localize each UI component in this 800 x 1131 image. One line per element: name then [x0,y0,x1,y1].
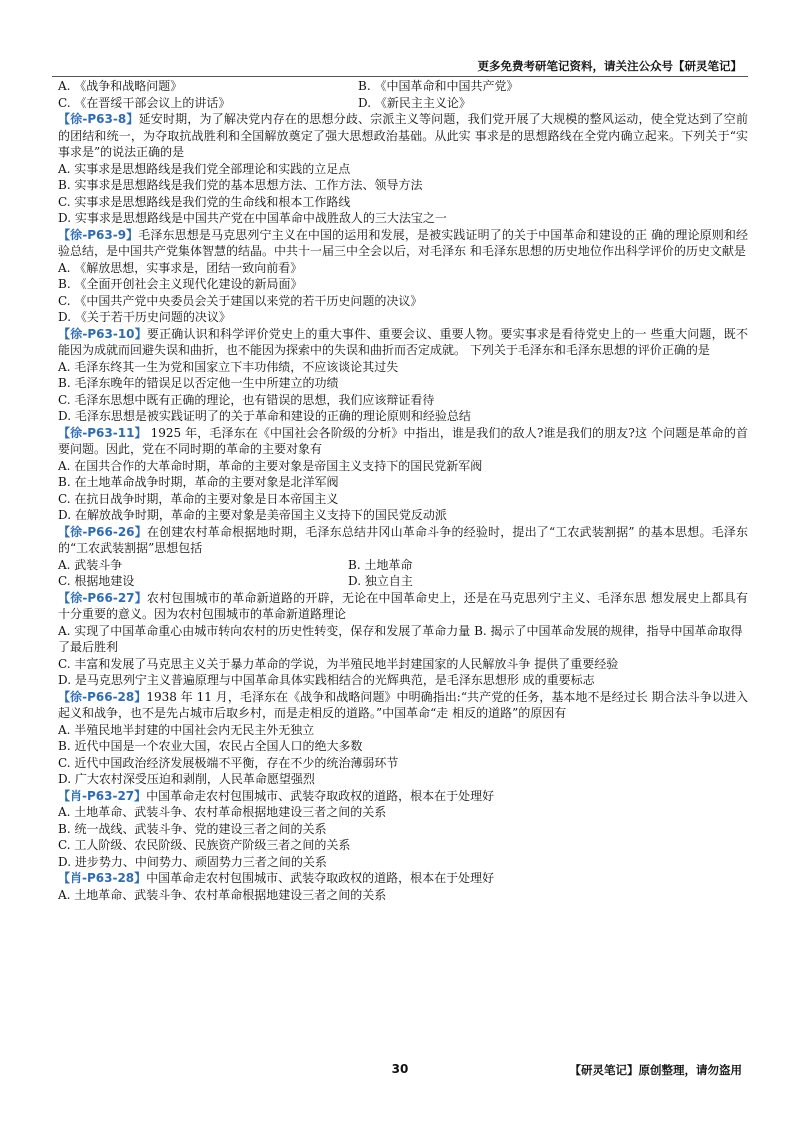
question-text: 1925 年，毛泽东在《中国社会各阶级的分析》中指出，谁是我们的敌人?谁是我们的朋友?这 个问题是革命的首要问题。因此，党在不同时期的革命的主要对象有 [58,425,748,456]
question-id: 【肖-P63-28】 [58,871,147,885]
option: C. 实事求是思想路线是我们党的生命线和根本工作路线 [58,194,351,209]
question-id: 【徐-P66-28】 [58,689,147,704]
option: D. 《关于若干历史问题的决议》 [58,310,231,324]
option: C. 《在晋绥干部会议上的讲话》 [58,95,231,110]
question-stem [58,870,748,887]
option: A. 武装斗争 [58,557,123,572]
question-id: 【徐-P63-11】 [58,425,147,440]
option: C. 毛泽东思想中既有正确的理论，也有错误的思想，我们应该辩证看待 [58,392,435,407]
option-row [58,557,748,574]
footer-note: 【研灵笔记】原创整理，请勿盗用 [569,1063,742,1077]
question-id: 【徐-P66-26】 [58,524,147,539]
option: D. 毛泽东思想是被实践证明了的关于革命和建设的正确的理论原则和经验总结 [58,409,471,423]
option: B. 近代中国是一个农业大国，农民占全国人口的绝大多数 [58,739,363,753]
option: A. 半殖民地半封建的中国社会内无民主外无独立 [58,722,315,737]
question-id: 【徐-P66-27】 [58,590,147,605]
option: C. 根据地建设 [58,574,135,588]
option: D. 独立自主 [348,574,413,588]
question-stem [58,326,748,359]
question-text: 中国革命走农村包围城市、武装夺取政权的道路，根本在于处理好 [146,871,495,885]
option: A. 《解放思想，实事求是，团结一致向前看》 [58,260,303,275]
question-stem [58,425,748,458]
question-id: 【徐-P63-8】 [58,112,139,126]
option: C. 近代中国政治经济发展极端不平衡，存在不少的统治薄弱环节 [58,755,399,770]
question-id: 【徐-P63-10】 [58,326,147,341]
question-stem [58,524,748,557]
question-stem [58,111,748,161]
option: C. 丰富和发展了马克思主义关于暴力革命的学说，为半殖民地半封建国家的人民解放斗争 提供了重要经验 [58,656,619,671]
option: D. 实事求是思想路线是中国共产党在中国革命中战胜敌人的三大法宝之一 [58,211,447,225]
question-text: 在创建农村革命根据地时期，毛泽东总结井冈山革命斗争的经验时，提出了“工农武装割据” 的基本思想。毛泽东的“工农武装割据”思想包括 [58,524,748,555]
option: C. 《中国共产党中央委员会关于建国以来党的若干历史问题的决议》 [58,293,423,308]
question-stem [58,590,748,623]
option: B. 土地革命 [348,557,413,572]
option: B. 毛泽东晚年的错误足以否定他一生中所建立的功绩 [58,376,339,390]
option-row [58,573,748,590]
question-id: 【徐-P63-9】 [58,227,139,242]
option: D. 在解放战争时期，革命的主要对象是美帝国主义支持下的国民党反动派 [58,508,447,522]
option: A. 土地革命、武装斗争、农村革命根据地建设三者之间的关系 [58,887,387,902]
option-row [58,95,748,112]
question-stem [58,689,748,722]
option: A. 在国共合作的大革命时期，革命的主要对象是帝国主义支持下的国民党新军阀 [58,458,483,473]
option: A. 《战争和战略问题》 [58,79,183,93]
option: D. 广大农村深受压迫和剥削，人民革命愿望强烈 [58,772,315,786]
question-text: 1938 年 11 月，毛泽东在《战争和战略问题》中明确指出:“共产党的任务，基本地不是经过长 期合法斗争以进入起义和战争，也不是先占城市后取乡村，而是走相反的道路。”中国革命“走 相反的道路”的原因有 [58,689,749,720]
question-text: 毛泽东思想是马克思列宁主义在中国的运用和发展，是被实践证明了的关于中国革命和建设的正 确的理论原则和经验总结，是中国共产党集体智慧的结晶。中共十一届三中全会以后，对毛泽东 和毛泽东思想的历史地位作出科学评价的历史文献是 [58,227,748,258]
option: B. 《中国革命和中国共产党》 [358,79,519,93]
page-number: 30 [391,1062,409,1076]
question-id: 【肖-P63-27】 [58,788,147,803]
option: B. 在土地革命战争时期，革命的主要对象是北洋军阀 [58,475,339,489]
option: D. 进步势力、中间势力、顽固势力三者之间的关系 [58,854,327,869]
option: C. 在抗日战争时期，革命的主要对象是日本帝国主义 [58,491,339,506]
option: A. 毛泽东终其一生为党和国家立下丰功伟绩，不应该谈论其过失 [58,359,399,374]
option: B. 统一战线、武装斗争、党的建设三者之间的关系 [58,821,327,836]
question-text: 延安时期，为了解决党内存在的思想分歧、宗派主义等问题，我们党开展了大规模的整风运动，使全党达到了空前的团结和统一，为夺取抗战胜利和全国解放奠定了强大思想政治基础。从此实 事求是的思想路线在全党内确立起来。下列关于“实事求是”的说法正确的是 [58,112,748,159]
question-text: 农村包围城市的革命新道路的开辟，无论在中国革命史上，还是在马克思列宁主义、毛泽东思 想发展史上都具有十分重要的意义。因为农村包围城市的革命新道路理论 [58,590,749,621]
option: D. 《新民主主义论》 [358,95,471,110]
page-header-note: 更多免费考研笔记资料，请关注公众号【研灵笔记】 [477,59,742,73]
question-text: 中国革命走农村包围城市、武装夺取政权的道路，根本在于处理好 [146,788,495,803]
option: B. 实事求是思想路线是我们党的基本思想方法、工作方法、领导方法 [58,178,423,192]
option: A. 实事求是思想路线是我们党全部理论和实践的立足点 [58,161,351,176]
question-stem [58,788,748,805]
question-text: 要正确认识和科学评价党史上的重大事件、重要会议、重要人物。要实事求是看待党史上的一 些重大问题，既不能因为成就而回避失误和曲折，也不能因为探索中的失误和曲折而否定成就。 下列关于毛泽东和毛泽东思想的评价正确的是 [58,326,749,357]
option: A. 实现了中国革命重心由城市转向农村的历史性转变，保存和发展了革命力量 B. 揭示了中国革命发展的规律，指导中国革命取得了最后胜利 [58,623,743,654]
option: B. 《全面开创社会主义现代化建设的新局面》 [58,277,303,291]
option: C. 工人阶级、农民阶级、民族资产阶级三者之间的关系 [58,838,351,852]
question-content [58,78,748,903]
option-row [58,78,748,95]
option: D. 是马克思列宁主义普遍原理与中国革命具体实践相结合的光辉典范，是毛泽东思想形 成的重要标志 [58,673,595,687]
header-divider [52,76,748,77]
option: A. 土地革命、武装斗争、农村革命根据地建设三者之间的关系 [58,805,387,819]
question-stem [58,227,748,260]
